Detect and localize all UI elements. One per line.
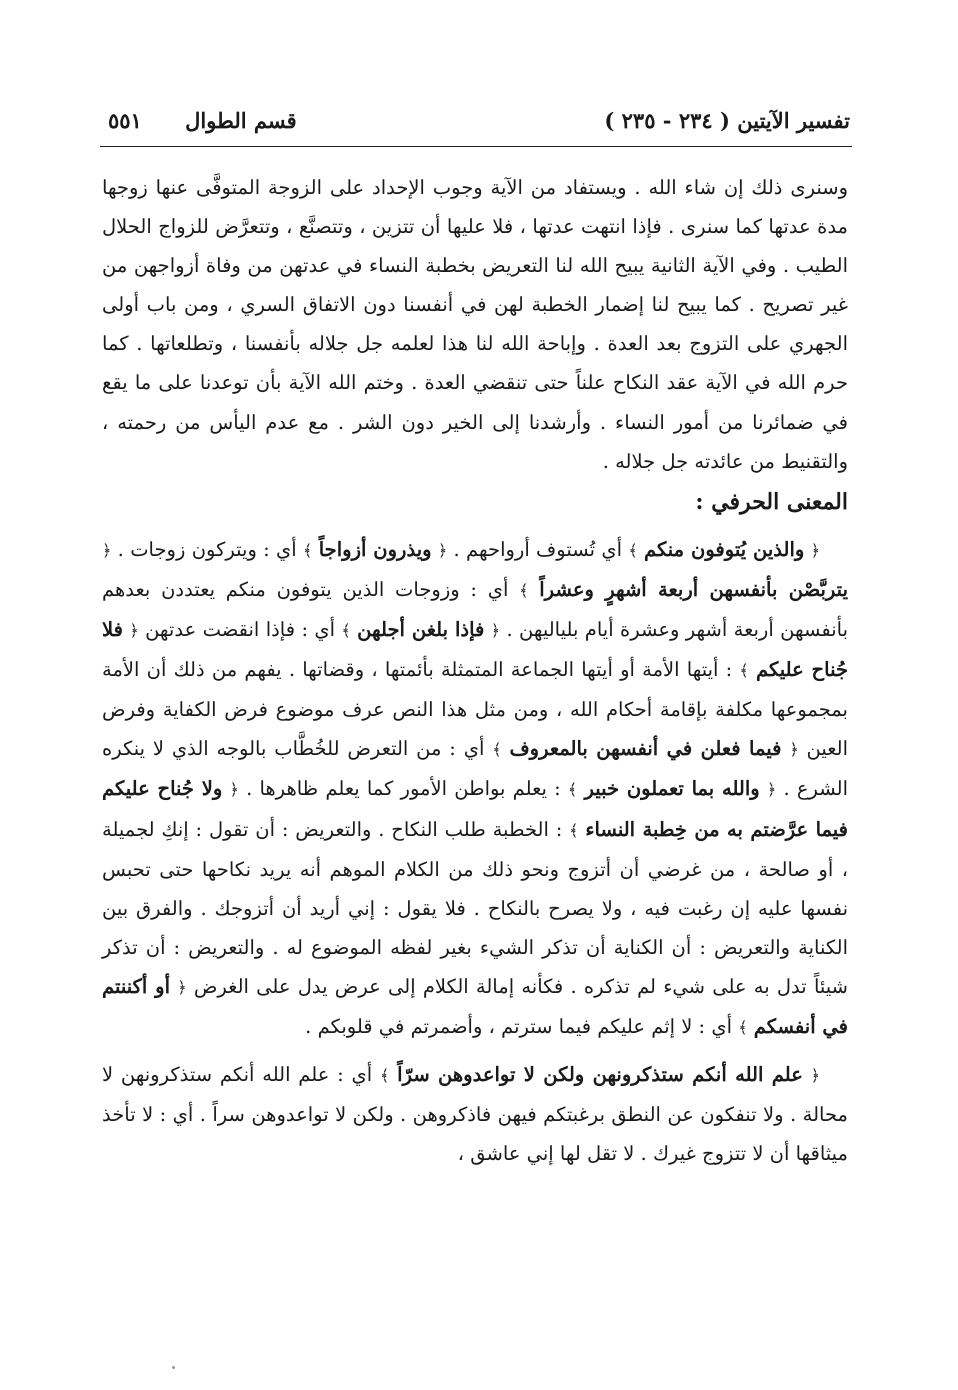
- quran-bracket-open: ﴿: [229, 780, 239, 800]
- explanation-text: أي : فإذا انقضت عدتهن: [138, 618, 342, 642]
- quran-phrase: ويذرون أزواجاً: [318, 537, 432, 561]
- quran-phrase: فلا جُناح عليكم: [102, 618, 849, 682]
- header-left-group: [108, 108, 297, 133]
- page-header: [108, 104, 850, 144]
- explanation-text: : أيتها الأمة أو أيتها الجماعة المتمثلة بأئمتها ، وقضاتها . يفهم من ذلك أن الأمة بمجموعها مكلفة بإقامة أحكام الله ، ومن مثل هذا النص عرف موضوع فرض الكفاية وفرض العين: [102, 658, 849, 761]
- explanation-text: : الخطبة طلب النكاح . والتعريض : أن تقول : إنكِ لجميلة ، أو صالحة ، من غرضي أن أتزوج ونحو ذلك من الكلام الموهم أنه يريد نكاحها حتى تحبس نفسها عليه إن رغبت فيه ، ولا يصرح بالنكاح . فلا يقول : إني أريد أن أتزوجك . والفرق بين الكناية والتعريض : أن الكناية أن تذكر الشيء بغير لفظه الموضوع له . والتعريض : أن تذكر شيئاً تدل به على شيء لم تذكره . فكأنه إمالة الكلام إلى عرض يدل على الغرض: [102, 817, 848, 998]
- quran-bracket-close: ﴾: [569, 820, 579, 840]
- quran-bracket-open: ﴿: [437, 540, 448, 560]
- quran-bracket-open: ﴿: [102, 540, 112, 560]
- quran-bracket-open: ﴿: [177, 977, 187, 997]
- section-heading: المعنى الحرفي :: [695, 488, 848, 515]
- quran-bracket-close: ﴾: [738, 1017, 748, 1037]
- header-rule: [100, 146, 852, 147]
- running-title: تفسير الآيتين ( ٢٣٤ - ٢٣٥ ): [604, 108, 850, 133]
- paragraph-intro: وسنرى ذلك إن شاء الله . ويستفاد من الآية وجوب الإحداد على الزوجة المتوفَّى عنها زوجها مدة عدتها كما سنرى . فإذا انتهت عدتها ، فلا عليها أن تتزين ، وتتصنَّع ، وتتعرَّض للزواج الحلال الطيب . وفي الآية الثانية يبيح الله لنا التعريض بخطبة النساء في عدتهن من وفاة أزواجهن من غير تصريح . كما يبيح لنا إضمار الخطبة لهن في أنفسنا دون الاتفاق السري ، ومن باب أولى الجهري على التزوج بعد العدة . وإباحة الله لنا هذا لعلمه جل جلاله بأنفسنا ، وتطلعاتها . كما حرم الله في الآية عقد النكاح علناً حتى تنقضي العدة . وختم الله الآية بأن توعدنا على ما يقع في ضمائرنا من أمور النساء . وأرشدنا إلى الخير دون الشر . مع عدم اليأس من رحمته ، والتقنيط من عائدته جل جلاله .: [102, 176, 848, 473]
- quran-bracket-close: ﴾: [303, 540, 313, 560]
- paragraph-second-verse: [102, 1055, 848, 1173]
- quran-bracket-open: ﴿: [789, 740, 799, 760]
- quran-bracket-open: ﴿: [129, 621, 139, 641]
- quran-phrase: فيما فعلن في أنفسهن بالمعروف: [509, 737, 782, 761]
- quran-phrase: ولا جُناح عليكم فيما عرَّضتم به من خِطبة النساء: [102, 777, 848, 841]
- explanation-text: أي : لا إثم عليكم فيما سترتم ، وأضمرتم في قلوبكم .: [305, 1014, 739, 1038]
- quran-phrase: فإذا بلغن أجلهن: [357, 618, 485, 642]
- paragraph-literal-meaning: [102, 530, 848, 1047]
- quran-bracket-open: ﴿: [810, 540, 820, 560]
- page-body: [102, 168, 848, 1173]
- explanation-text: أي : ويتركون زوجات .: [111, 537, 304, 561]
- quran-bracket-close: ﴾: [492, 740, 502, 760]
- explanation-text: أي تُستوف أرواحهم .: [447, 537, 629, 561]
- quran-bracket-close: ﴾: [567, 780, 578, 800]
- quran-bracket-close: ﴾: [739, 661, 749, 681]
- quran-bracket-open: ﴿: [766, 780, 777, 800]
- quran-phrase: علم الله أنكم ستذكرونهن ولكن لا تواعدوهن سرّاً: [397, 1063, 803, 1087]
- quran-bracket-close: ﴾: [341, 621, 351, 641]
- quran-bracket-close: ﴾: [628, 540, 638, 560]
- quran-phrase: أو أكننتم في أنفسكم: [102, 974, 848, 1038]
- section-name: قسم الطوال: [185, 108, 297, 133]
- scan-speck: [172, 1366, 175, 1369]
- quran-bracket-close: ﴾: [379, 1066, 390, 1086]
- paragraph-gap: [102, 1047, 848, 1055]
- explanation-text: أي : وزوجات الذين يتوفون منكم يعتددن بعدهم بأنفسهن أربعة أشهر وعشرة أيام بلياليهن .: [102, 577, 849, 642]
- quran-bracket-open: ﴿: [810, 1066, 821, 1086]
- quran-phrase: والله بما تعملون خبير: [584, 777, 760, 801]
- explanation-text: أي : من التعرض للخُطَّاب بالوجه الذي لا ينكره الشرع .: [102, 737, 849, 801]
- quran-bracket-close: ﴾: [519, 580, 529, 600]
- explanation-text: أي : علم الله أنكم ستذكرونهن لا محالة . ولا تنفكون عن النطق برغبتكم فيهن فاذكروهن . ولكن لا تواعدوهن سراً . أي : لا تأخذ ميثاقها أن لا تتزوج غيرك . لا تقل لها إني عاشق ،: [102, 1063, 848, 1166]
- page-number: ٥٥١: [108, 108, 142, 133]
- explanation-text: : يعلم بواطن الأمور كما يعلم ظاهرها .: [238, 777, 568, 801]
- quran-phrase: والذين يُتوفون منكم: [644, 537, 805, 561]
- quran-phrase: يتربَّصْن بأنفسهن أربعة أشهرٍ وعشراً: [539, 577, 848, 601]
- quran-bracket-open: ﴿: [490, 621, 501, 641]
